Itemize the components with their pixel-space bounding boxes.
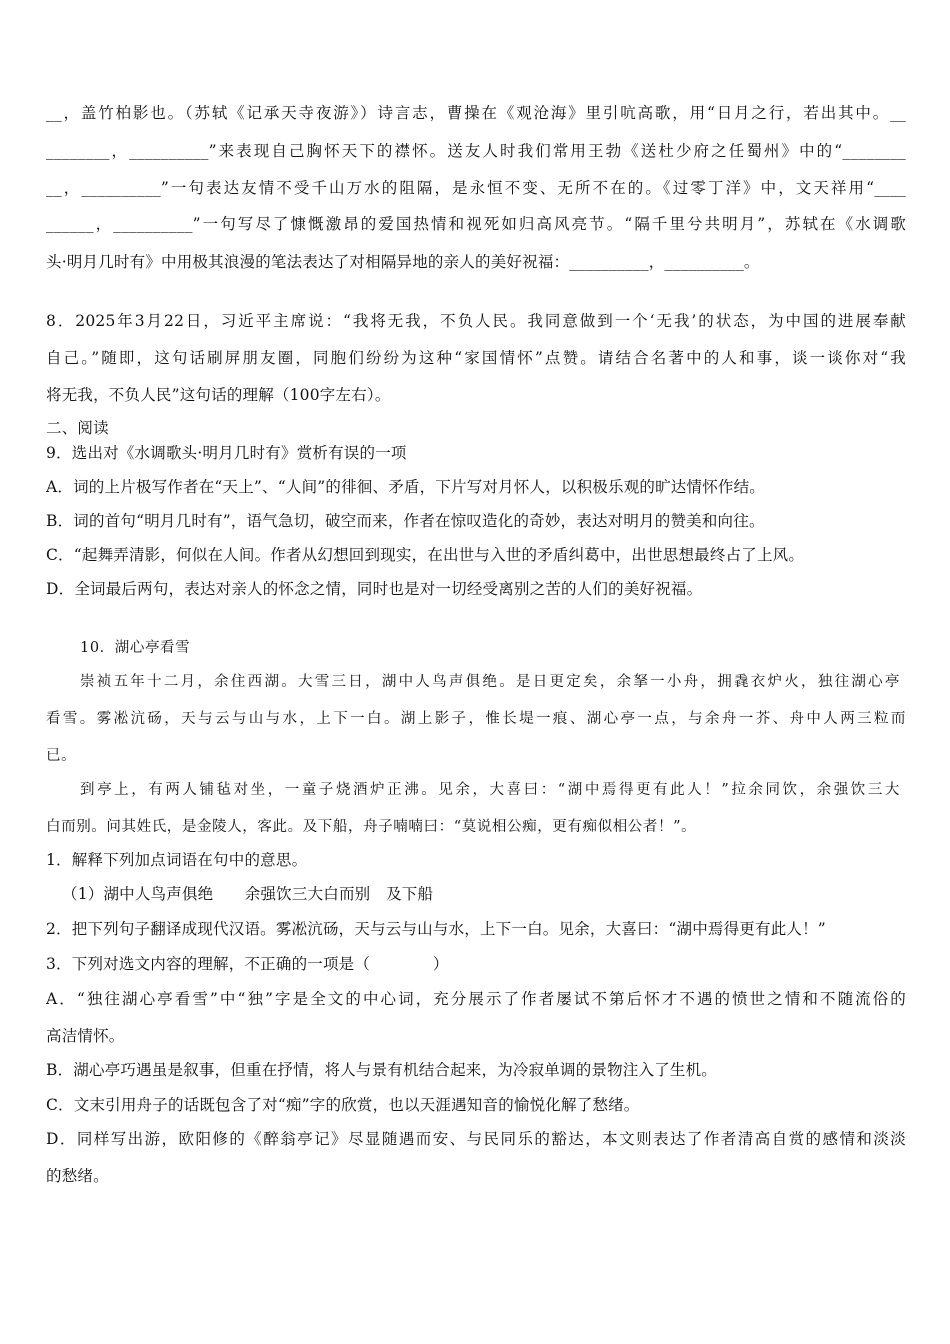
q10-sub-2: 2．把下列句子翻译成现代汉语。雾凇沆砀，天与云与山与水，上下一白。见余，大喜曰：“湖中焉得更有此人！” <box>46 920 826 938</box>
q10-option-a-line-2: 高洁情怀。 <box>46 1027 125 1045</box>
q9-option-c: C．“起舞弄清影，何似在人间。作者从幻想回到现实，在出世与入世的矛盾纠葛中，出世思想最终占了上风。 <box>46 546 805 564</box>
q10-passage-p2-line-2: 白而别。问其姓氏，是金陵人，客此。及下船，舟子喃喃曰：“莫说相公痴，更有痴似相公者！”。 <box>46 819 697 835</box>
q8-line-1: 8．2025年3月22日，习近平主席说：“我将无我，不负人民。我同意做到一个‘无我’的状态，为中国的进展奉献 <box>46 312 906 330</box>
q9-option-d: D．全词最后两句，表达对亲人的怀念之情，同时也是对一切经受离别之苦的人们的美好祝福。 <box>46 580 703 598</box>
q10-option-d-line-1: D．同样写出游，欧阳修的《醉翁亭记》尽显随遇而安、与民同乐的豁达，本文则表达了作者清高自赏的感情和淡淡 <box>46 1130 906 1148</box>
q7-line-5: 头·明月几时有》中用极其浪漫的笔法表达了对相隔异地的亲人的美好祝福：__________，__________。 <box>46 253 760 271</box>
q10-passage-p1-line-1: 崇祯五年十二月，余住西湖。大雪三日，湖中人鸟声俱绝。是日更定矣，余拏一小舟，拥毳衣炉火，独往湖心亭 <box>80 674 900 690</box>
q10-option-d-line-2: 的愁绪。 <box>46 1167 109 1185</box>
section-heading-reading: 二、阅读 <box>46 419 109 437</box>
q7-line-2: ________，__________”来表现自己胸怀天下的襟怀。送友人时我们常用王勃《送杜少府之任蜀州》中的“________ <box>46 142 906 160</box>
q10-sub-3: 3．下列对选文内容的理解，不正确的一项是（ ） <box>46 955 449 973</box>
q7-line-4: ______，__________”一句写尽了慷慨激昂的爱国热情和视死如归高风亮节。“隔千里兮共明月”，苏轼在《水调歌 <box>46 215 906 233</box>
q10-passage-p2-line-1: 到亭上，有两人铺毡对坐，一童子烧酒炉正沸。见余，大喜曰：“湖中焉得更有此人！”拉余同饮，余强饮三大 <box>80 782 900 798</box>
q10-sub-1: 1．解释下列加点词语在句中的意思。 <box>46 851 308 869</box>
q7-line-3: __，__________”一句表达友情不受千山万水的阻隔，是永恒不变、无所不在的。《过零丁洋》中，文天祥用“____ <box>46 179 906 197</box>
q10-title: 10．湖心亭看雪 <box>80 640 191 656</box>
q10-sub-1-item: （1）湖中人鸟声俱绝 余强饮三大白而别 及下船 <box>62 885 434 903</box>
q10-option-a-line-1: A．“独往湖心亭看雪”中“独”字是全文的中心词，充分展示了作者屡试不第后怀才不遇的愤世之情和不随流俗的 <box>46 990 906 1008</box>
q10-passage-p1-line-3: 已。 <box>46 748 77 764</box>
q10-option-b: B．湖心亭巧遇虽是叙事，但重在抒情，将人与景有机结合起来，为冷寂单调的景物注入了生机。 <box>46 1061 717 1079</box>
q9-stem: 9．选出对《水调歌头·明月几时有》赏析有误的一项 <box>46 444 407 462</box>
q9-option-b: B．词的首句“明月几时有”，语气急切，破空而来，作者在惊叹造化的奇妙，表达对明月的赞美和向往。 <box>46 512 765 530</box>
q7-line-1: __，盖竹柏影也。（苏轼《记承天寺夜游》）诗言志，曹操在《观沧海》里引吭高歌，用“日月之行，若出其中。__ <box>46 104 906 122</box>
q9-option-a: A．词的上片极写作者在“天上”、“人间”的徘徊、矛盾，下片写对月怀人，以积极乐观的旷达情怀作结。 <box>46 478 765 496</box>
q10-passage-p1-line-2: 看雪。雾凇沆砀，天与云与山与水，上下一白。湖上影子，惟长堤一痕、湖心亭一点，与余舟一芥、舟中人两三粒而 <box>46 711 906 727</box>
q10-option-c: C．文末引用舟子的话既包含了对“痴”字的欣赏，也以天涯遇知音的愉悦化解了愁绪。 <box>46 1096 640 1114</box>
q8-line-2: 自己。”随即，这句话刷屏朋友圈，同胞们纷纷为这种“家国情怀”点赞。请结合名著中的人和事，谈一谈你对“我 <box>46 349 906 367</box>
q8-line-3: 将无我，不负人民”这句话的理解（100字左右）。 <box>46 386 391 404</box>
